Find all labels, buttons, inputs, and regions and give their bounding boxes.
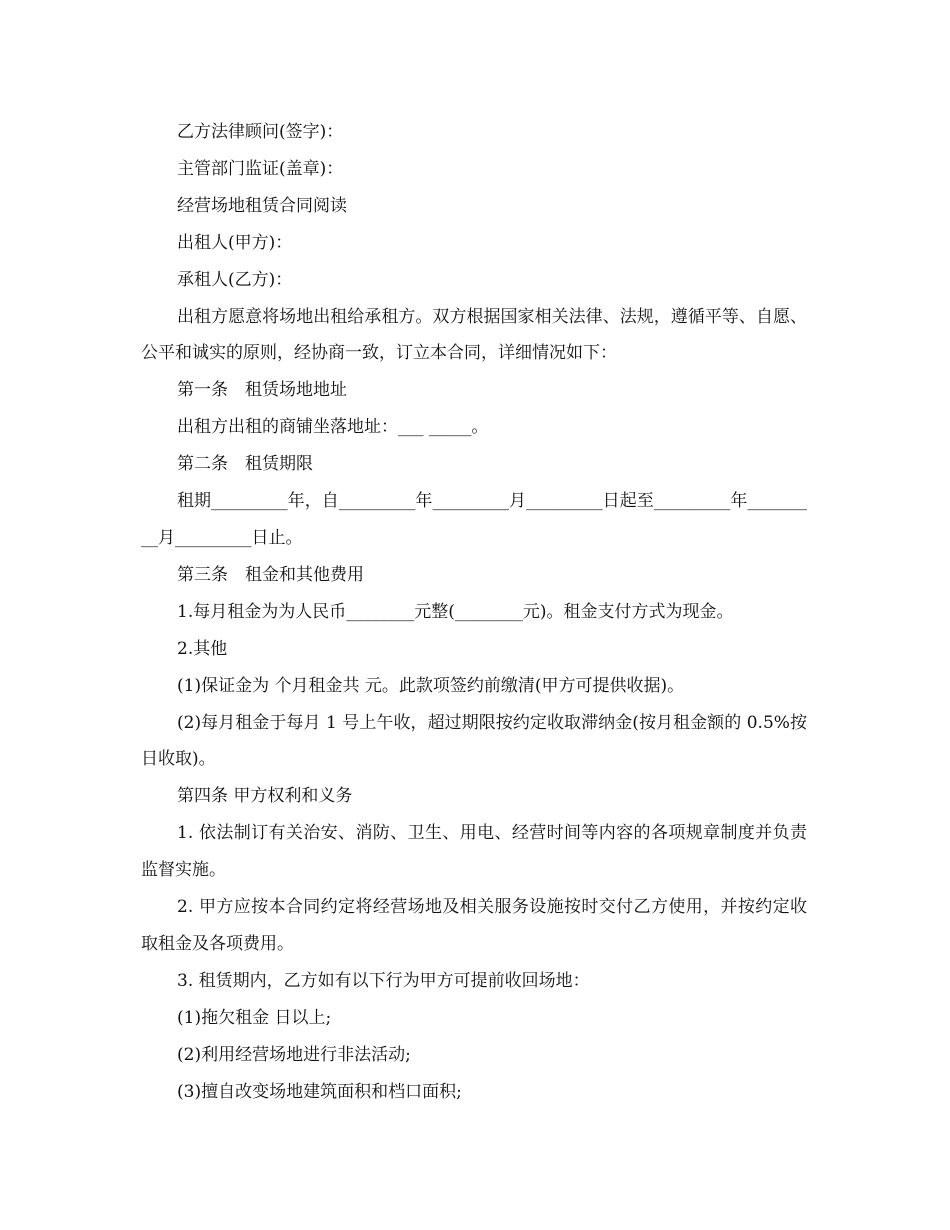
authority-seal-line: 主管部门监证(盖章)： — [177, 158, 344, 179]
breach-item-2: (2)利用经营场地进行非法活动; — [177, 1044, 411, 1065]
contract-title: 经营场地租赁合同阅读 — [177, 195, 347, 216]
article-4-heading: 第四条 甲方权利和义务 — [177, 786, 353, 807]
monthly-rent-line: 1.每月租金为为人民币________元整(________元)。租金支付方式为现金。 — [177, 601, 734, 622]
article-3-heading: 第三条 租金和其他费用 — [177, 564, 364, 585]
legal-advisor-signature-line: 乙方法律顾问(签字)： — [177, 122, 344, 142]
lessor-duty-3-line: 3. 租赁期内，乙方如有以下行为甲方可提前收回场地： — [177, 970, 590, 991]
lessee-line: 承租人(乙方)： — [177, 269, 293, 290]
article-2-heading: 第二条 租赁期限 — [177, 454, 313, 475]
other-fees-line: 2.其他 — [177, 638, 228, 659]
deposit-line: (1)保证金为 个月租金共 元。此款项签约前缴清(甲方可提供收据)。 — [177, 675, 685, 696]
lessor-duty-2-paragraph: 2. 甲方应按本合同约定将经营场地及相关服务设施按时交付乙方使用，并按约定收取租金及各项费用。 — [141, 897, 807, 954]
lessor-duty-1-paragraph: 1. 依法制订有关治安、消防、卫生、用电、经营时间等内容的各项规章制度并负责监督实施。 — [141, 823, 807, 881]
breach-item-1: (1)拖欠租金 日以上; — [177, 1007, 332, 1028]
contract-text — [141, 114, 807, 1110]
payment-schedule-paragraph: (2)每月租金于每月 1 号上午收，超过期限按约定收取滞纳金(按月租金额的 0.5%按日收取)。 — [141, 712, 807, 770]
lessor-line: 出租人(甲方)： — [177, 232, 293, 253]
address-line: 出租方出租的商铺坐落地址：___ _____。 — [177, 417, 489, 438]
breach-item-3: (3)擅自改变场地建筑面积和档口面积; — [177, 1081, 462, 1102]
lease-term-paragraph: 租期_________年，自_________年_________月_________日起至_________年_________月_________日止。 — [141, 491, 807, 548]
preamble-paragraph: 出租方愿意将场地出租给承租方。双方根据国家相关法律、法规，遵循平等、自愿、公平和诚实的原则，经协商一致，订立本合同，详细情况如下： — [141, 306, 807, 364]
article-1-heading: 第一条 租赁场地地址 — [177, 380, 347, 401]
